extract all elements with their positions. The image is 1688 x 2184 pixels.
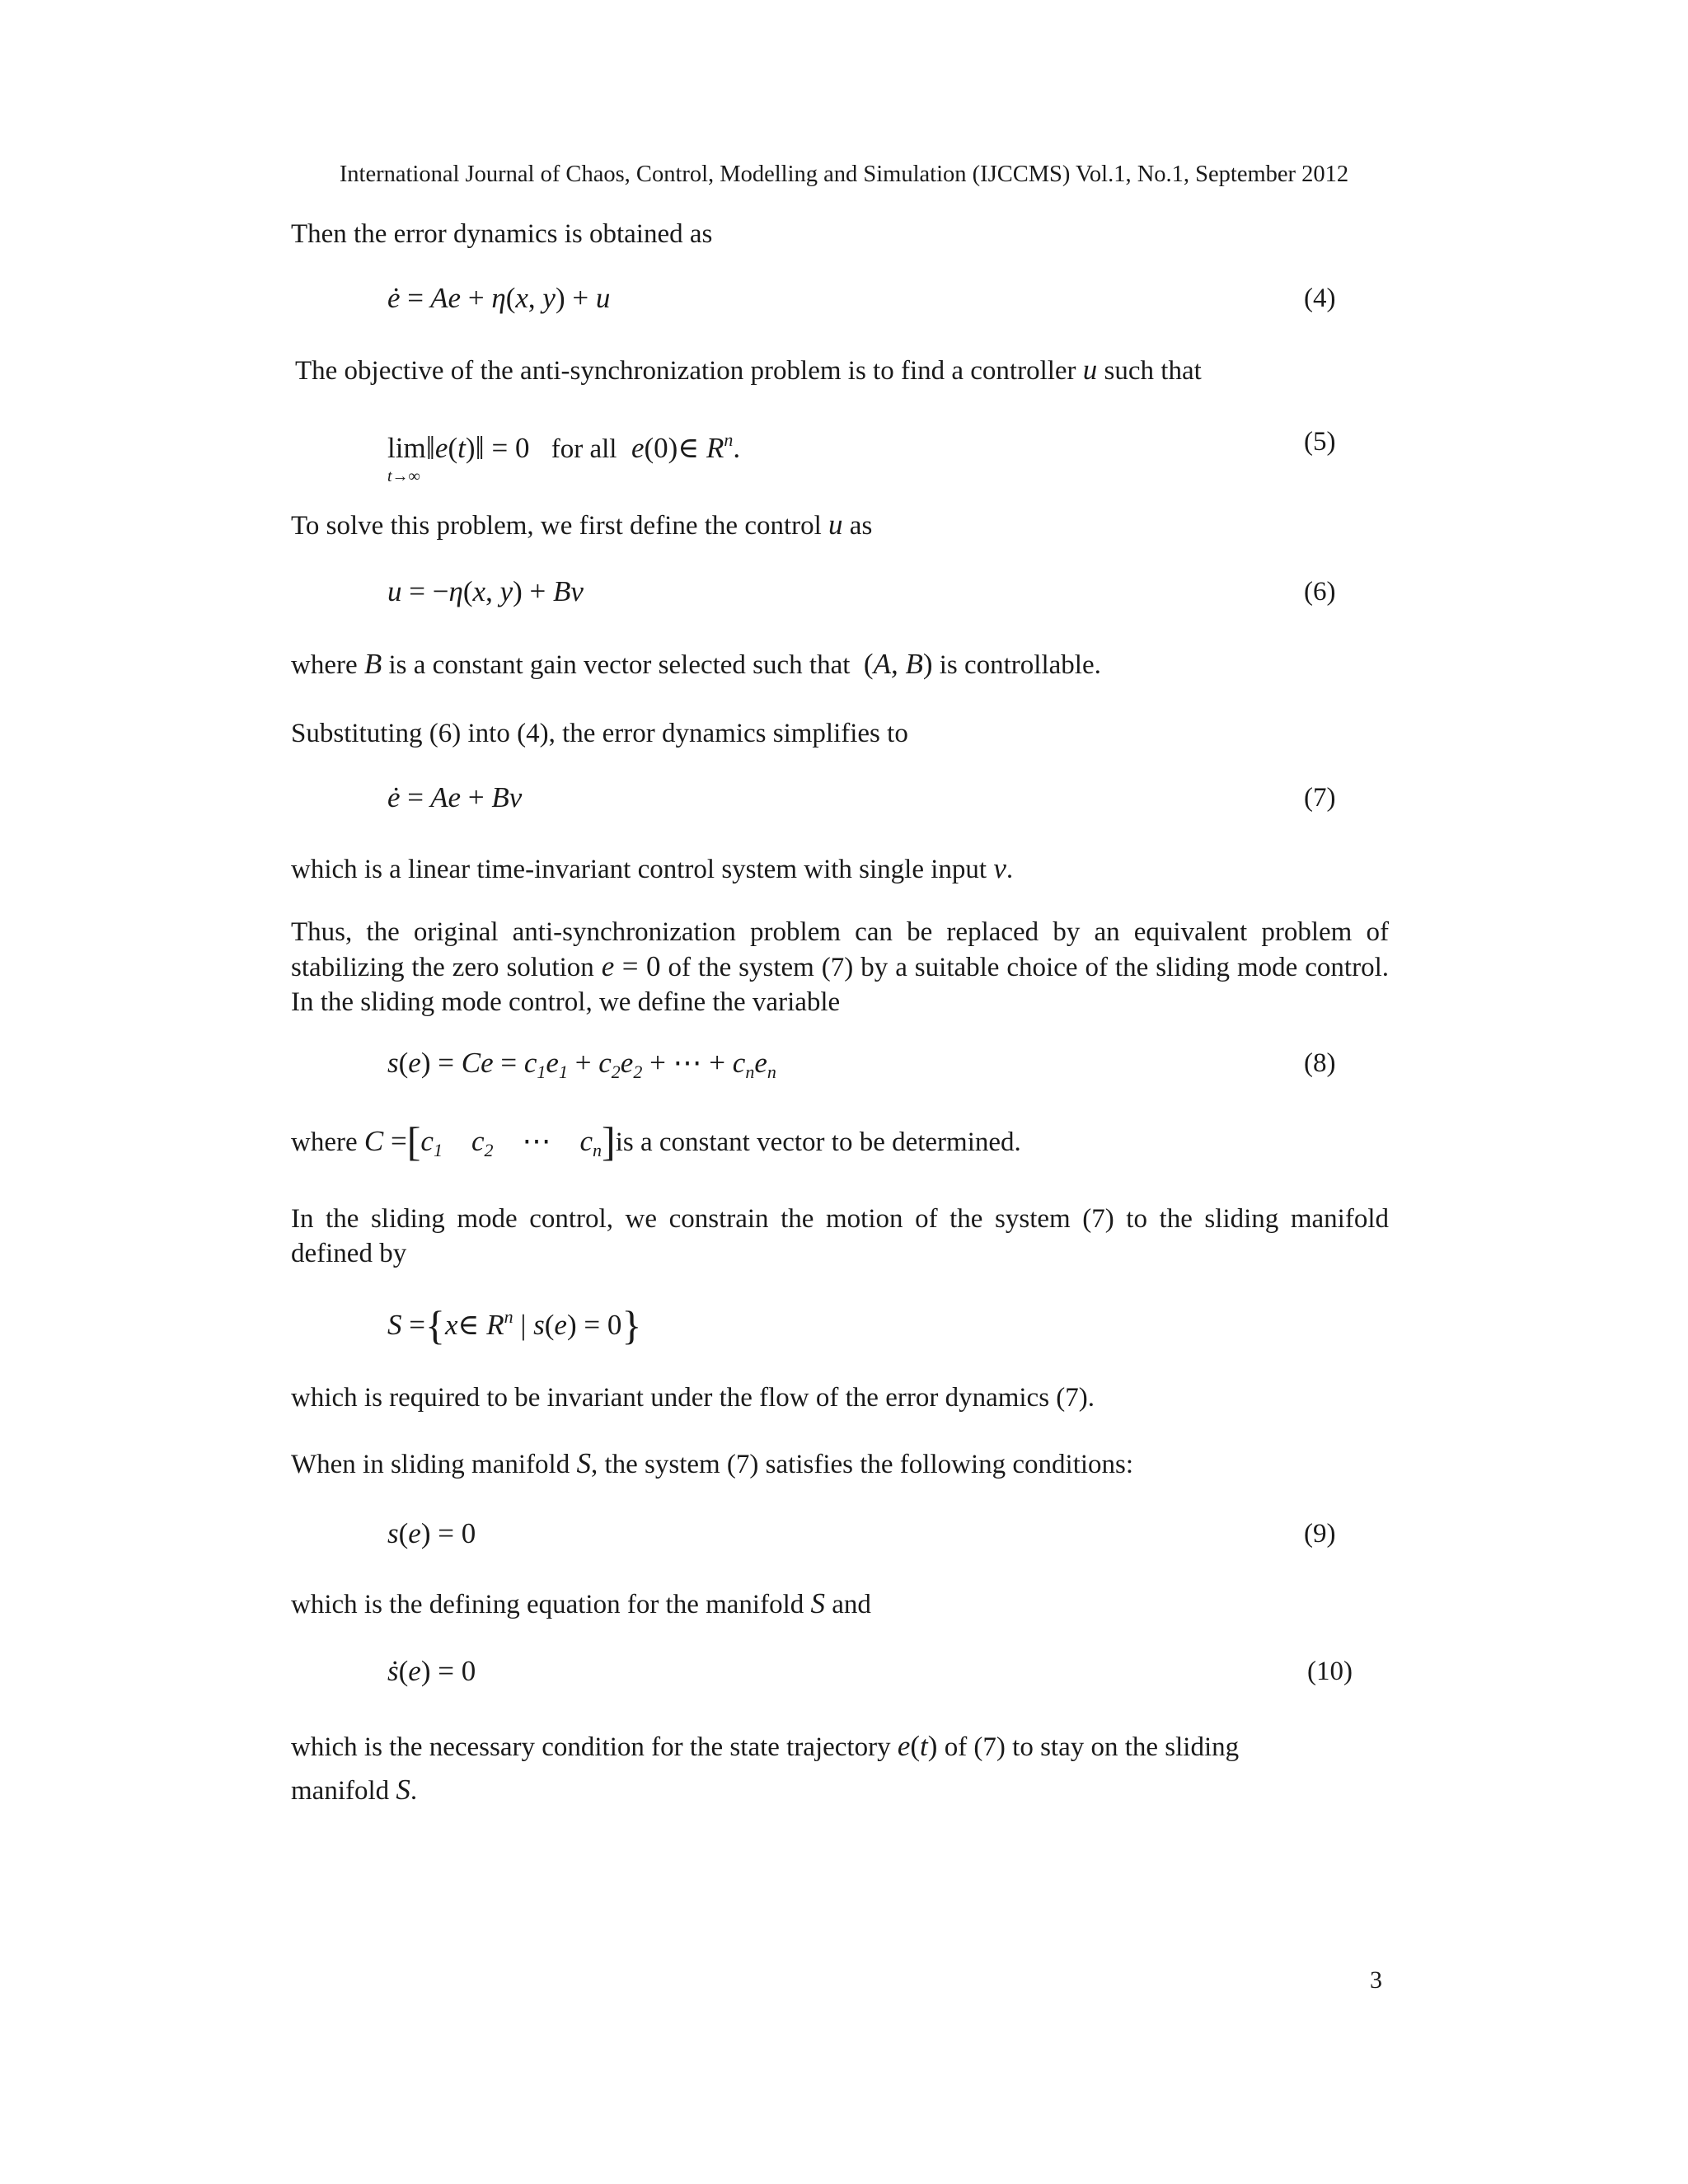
paragraph-text: When in sliding manifold bbox=[291, 1450, 570, 1479]
math-C-vector: $C =[c_1$ $c_2$ ⋯ $c_n$] bbox=[363, 1118, 616, 1165]
paragraph-text: Substituting (6) into (4), the error dynamics simplifies to bbox=[291, 719, 908, 748]
paragraph-invariant bbox=[291, 1380, 1389, 1415]
paragraph-error-dynamics-intro bbox=[291, 217, 1389, 251]
paragraph-text: which is required to be invariant under the flow of the error dynamics (7). bbox=[291, 1383, 1095, 1413]
paragraph-text: To solve this problem, we first define the control bbox=[291, 511, 822, 541]
paragraph-necessary-condition: which is the necessary condition for the state trajectory e(t) of (7) to stay on the sliding manifold S. bbox=[291, 1730, 1240, 1806]
math-B: B bbox=[363, 648, 382, 680]
paragraph-defining-equation bbox=[291, 1586, 1389, 1622]
equation-9: s(e) = 0 bbox=[387, 1517, 476, 1549]
math-v: v bbox=[993, 852, 1006, 884]
running-header: International Journal of Chaos, Control, Modelling and Simulation (IJCCMS) Vol.1, No.1, September 2012 bbox=[339, 162, 1349, 187]
paragraph-define-control bbox=[291, 508, 1389, 543]
paragraph-text: is controllable. bbox=[939, 650, 1101, 680]
equation-5: lim t→∞ ‖e(t)‖ = 0 for all e(0)∈ $R^n$. bbox=[387, 429, 741, 485]
paragraph-linear-system: which is a linear time-invariant control system with single input v. bbox=[291, 852, 1014, 884]
paragraph-text: Thus, the original anti-synchronization problem can be replaced by an equivalent problem of stabilizing the zero solution bbox=[291, 917, 1389, 982]
paragraph-constant-vector bbox=[291, 1118, 1389, 1168]
page-number: 3 bbox=[1370, 1966, 1382, 1994]
paragraph-text: , the system (7) satisfies the following conditions: bbox=[590, 1450, 1134, 1479]
paragraph-text: is a constant vector to be determined. bbox=[615, 1127, 1021, 1157]
paragraph-text-tail: such that bbox=[1104, 356, 1202, 386]
paragraph-text: and bbox=[832, 1590, 871, 1619]
math-e-equals-zero: e = 0 bbox=[601, 950, 661, 982]
paragraph-text: which is the necessary condition for the state trajectory bbox=[291, 1732, 891, 1762]
paragraph-text: which is the defining equation for the manifold bbox=[291, 1590, 804, 1619]
math-S: S bbox=[810, 1587, 826, 1619]
equation-number-5: (5) bbox=[1304, 427, 1336, 457]
paragraph-text: In the sliding mode control, we constrain the motion of the system (7) to the sliding manifold defined by bbox=[291, 1204, 1389, 1268]
paragraph-constrain-motion bbox=[291, 1202, 1389, 1271]
paragraph-text: which is a linear time-invariant control system with single input bbox=[291, 855, 987, 884]
paragraph-substituting bbox=[291, 716, 1389, 751]
equation-number-4: (4) bbox=[1304, 284, 1336, 313]
math-AB: (A, B) bbox=[863, 648, 933, 680]
equation-4: ė = Ae + η(x, y) + u bbox=[387, 282, 611, 314]
equation-number-8: (8) bbox=[1304, 1048, 1336, 1078]
paragraph-when-in-manifold bbox=[291, 1446, 1389, 1482]
equation-10: ṡ(e) = 0 bbox=[387, 1655, 476, 1687]
paragraph-text: where bbox=[291, 650, 358, 680]
paragraph-text: manifold bbox=[291, 1776, 390, 1806]
paragraph-text: The objective of the anti-synchronization problem is to find a controller bbox=[295, 356, 1076, 386]
paragraph-gain-vector bbox=[291, 647, 1389, 682]
paragraph-text: of (7) to stay on the sliding bbox=[944, 1732, 1240, 1762]
equation-8: $s(e) = Ce = c_1e_1 + c_2e_2$ + ⋯ + $c_ne_n$ bbox=[387, 1047, 776, 1082]
math-e-of-t: e(t) bbox=[897, 1730, 938, 1762]
math-S: S bbox=[396, 1774, 410, 1806]
paragraph-text: Then the error dynamics is obtained as bbox=[291, 219, 713, 249]
math-S: S bbox=[576, 1447, 591, 1479]
equation-sliding-manifold: S ={x∈ $R^n$ | s(e) = 0} bbox=[387, 1302, 642, 1348]
paragraph-text: of the system (7) by a suitable choice of the sliding mode control. In the sliding mode control, we define the variable bbox=[291, 953, 1390, 1017]
equation-6: u = −η(x, y) + Bv bbox=[387, 575, 584, 607]
paragraph-objective bbox=[295, 353, 1393, 388]
paragraph-text-tail: as bbox=[849, 511, 873, 541]
equation-number-7: (7) bbox=[1304, 783, 1336, 813]
math-u: u bbox=[1082, 354, 1098, 386]
equation-number-9: (9) bbox=[1304, 1519, 1336, 1549]
equation-number-10: (10) bbox=[1307, 1657, 1353, 1686]
math-u: u bbox=[828, 509, 843, 541]
paragraph-thus bbox=[291, 915, 1389, 1019]
equation-number-6: (6) bbox=[1304, 577, 1336, 607]
paragraph-text: is a constant gain vector selected such that bbox=[388, 650, 851, 680]
paragraph-text: where bbox=[291, 1127, 358, 1157]
equation-7: ė = Ae + Bv bbox=[387, 781, 523, 813]
